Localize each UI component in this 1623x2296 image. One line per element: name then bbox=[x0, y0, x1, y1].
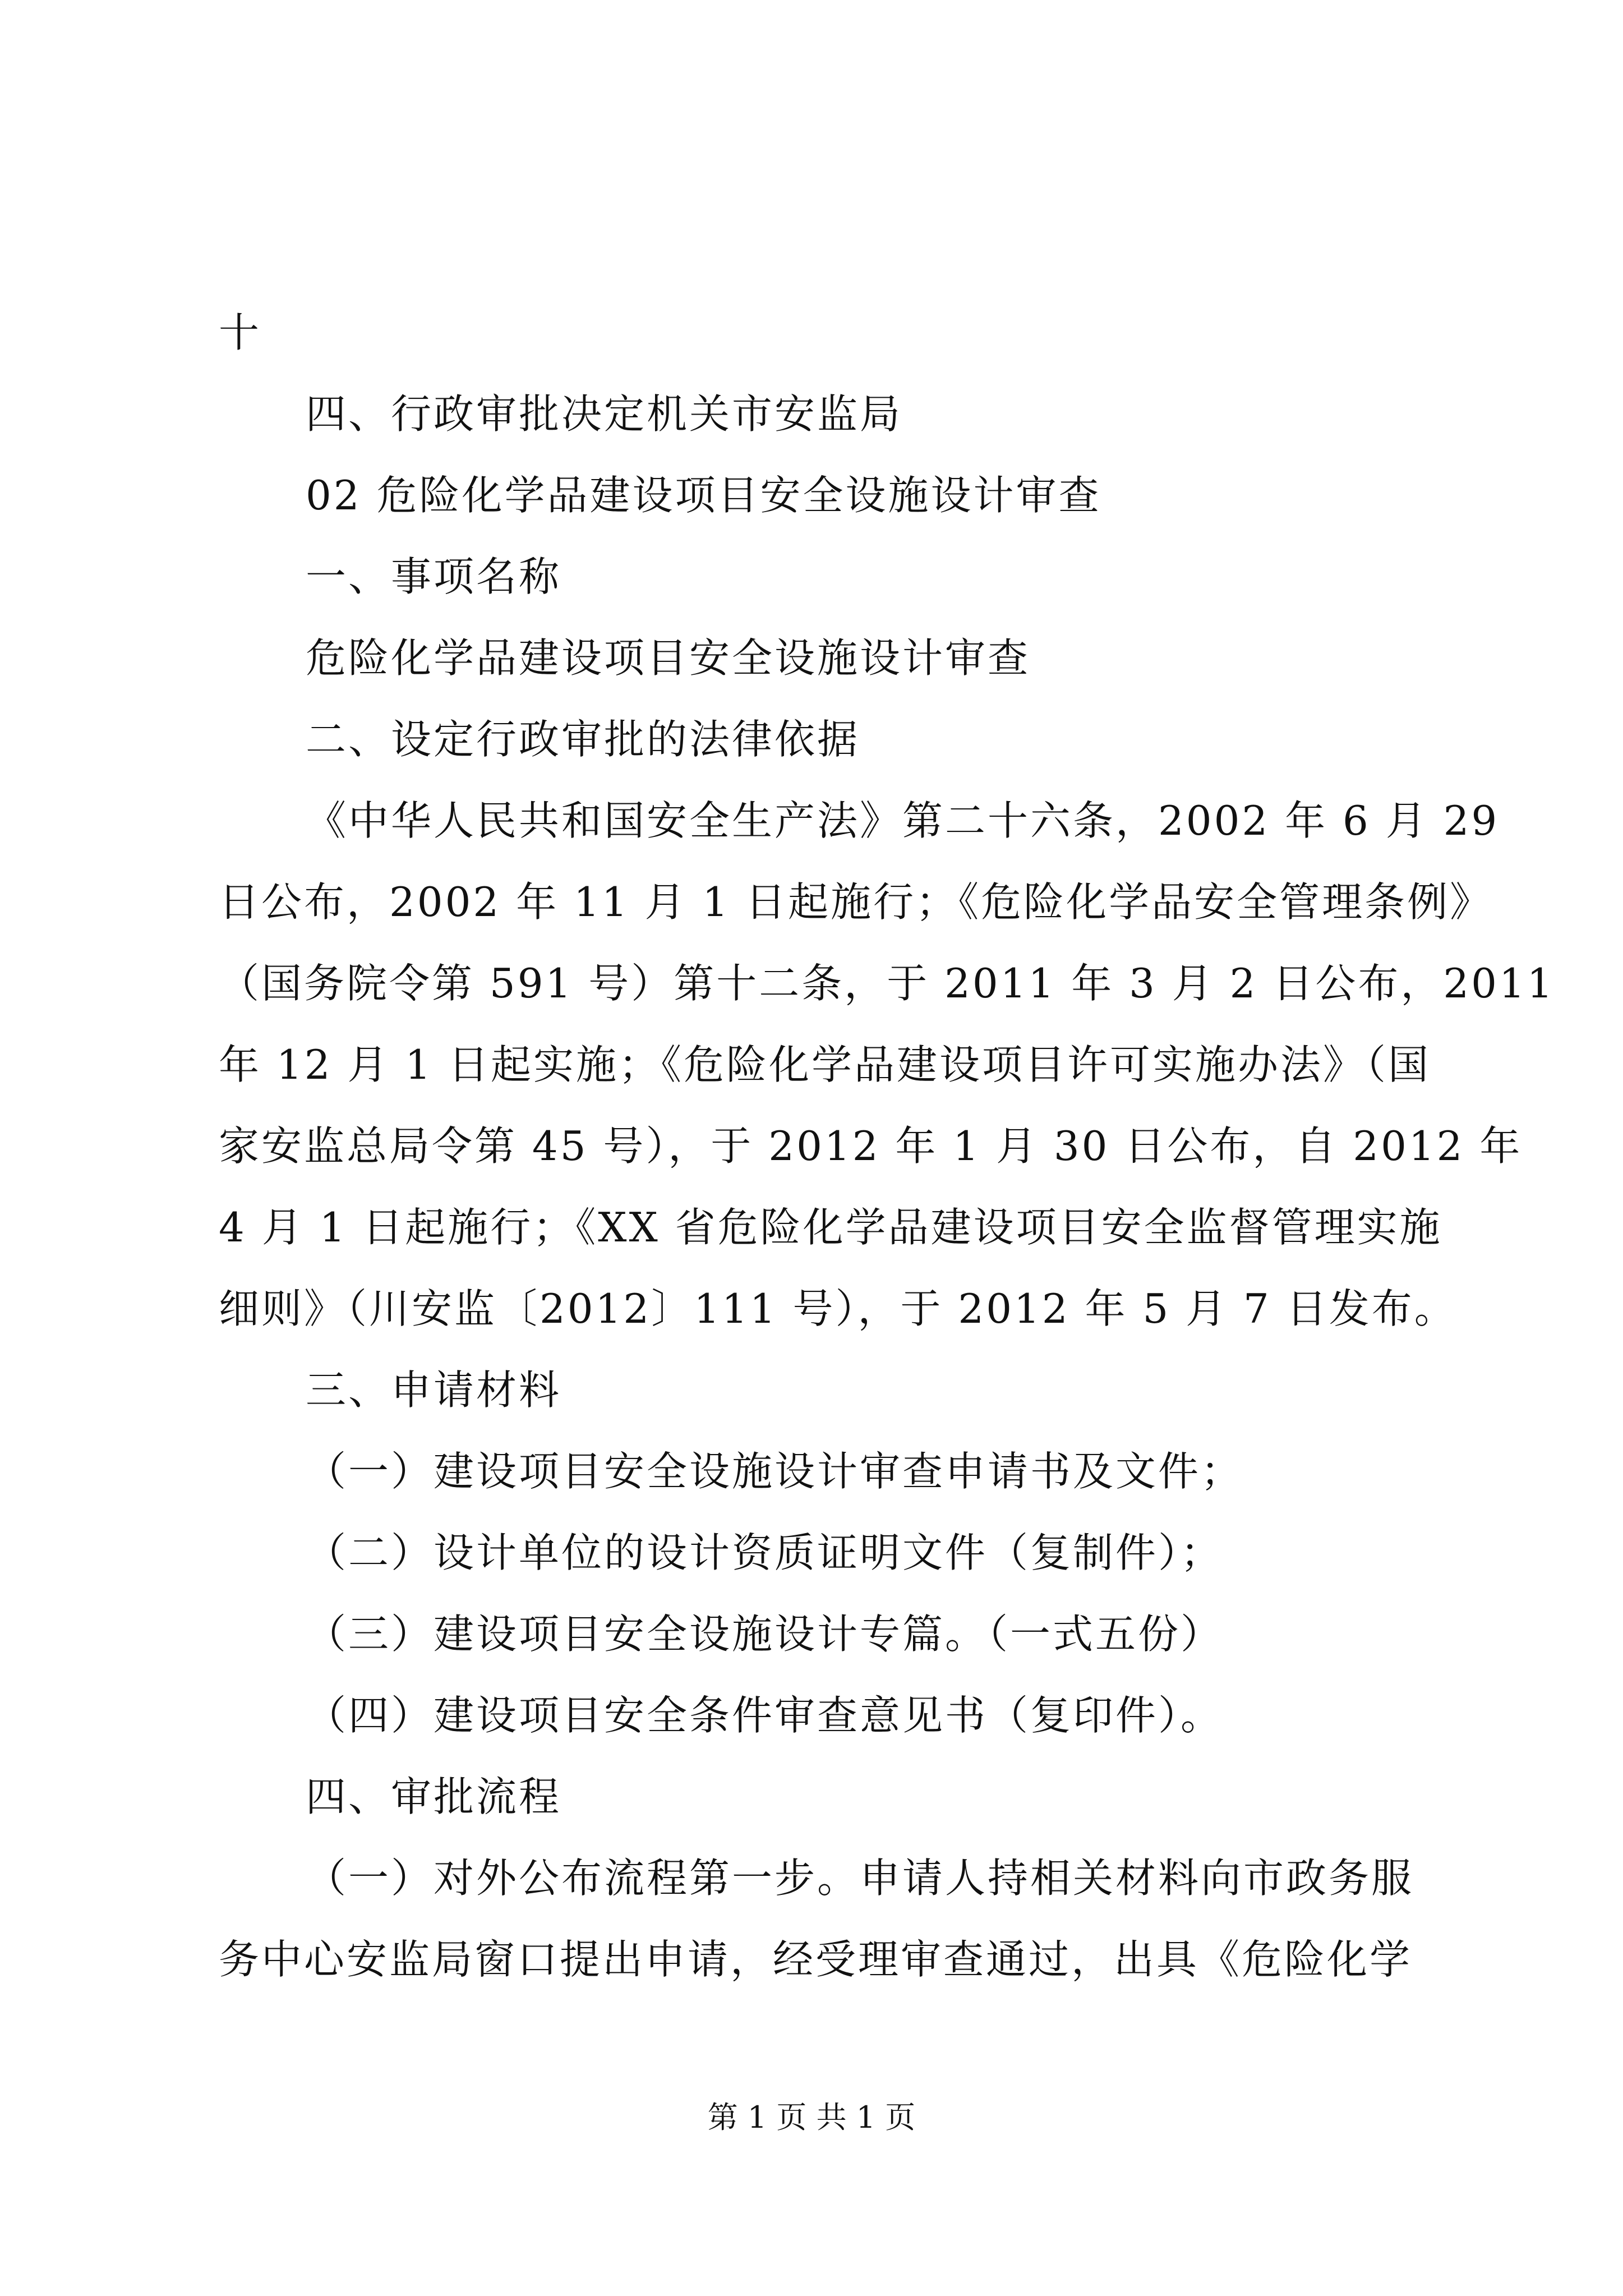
paragraph-line: 家安监总局令第 45 号），于 2012 年 1 月 30 日公布，自 2012 年 bbox=[219, 1122, 1523, 1170]
list-item: （三）建设项目安全设施设计专篇。（一式五份） bbox=[306, 1611, 1224, 1658]
section-heading: 三、申请材料 bbox=[306, 1366, 562, 1414]
section-heading: 一、事项名称 bbox=[306, 553, 562, 600]
paragraph-line: 4 月 1 日起施行；《XX 省危险化学品建设项目安全监督管理实施 bbox=[219, 1204, 1442, 1251]
section-heading: 四、行政审批决定机关市安监局 bbox=[306, 390, 903, 438]
text-line: 危险化学品建设项目安全设施设计审查 bbox=[306, 634, 1031, 682]
paragraph-line: （一）对外公布流程第一步。申请人持相关材料向市政务服 bbox=[306, 1855, 1414, 1902]
paragraph-line: 日公布，2002 年 11 月 1 日起施行；《危险化学品安全管理条例》 bbox=[219, 878, 1493, 926]
paragraph-line: 年 12 月 1 日起实施；《危险化学品建设项目许可实施办法》（国 bbox=[219, 1041, 1431, 1088]
list-item: （一）建设项目安全设施设计审查申请书及文件； bbox=[306, 1448, 1244, 1495]
paragraph-line: 《中华人民共和国安全生产法》第二十六条，2002 年 6 月 29 bbox=[306, 797, 1500, 844]
list-item: （四）建设项目安全条件审查意见书（复印件）。 bbox=[306, 1692, 1224, 1739]
paragraph-line: （国务院令第 591 号）第十二条，于 2011 年 3 月 2 日公布，2011 bbox=[219, 960, 1555, 1007]
paragraph-line: 务中心安监局窗口提出申请，经受理审查通过，出具《危险化学 bbox=[219, 1936, 1413, 1983]
section-heading: 二、设定行政审批的法律依据 bbox=[306, 716, 860, 763]
section-heading: 四、审批流程 bbox=[306, 1773, 562, 1820]
list-item: （二）设计单位的设计资质证明文件（复制件）； bbox=[306, 1529, 1224, 1576]
paragraph-line: 细则》（川安监〔2012〕111 号），于 2012 年 5 月 7 日发布。 bbox=[219, 1285, 1457, 1332]
item-title: 02 危险化学品建设项目安全设施设计审查 bbox=[306, 472, 1101, 519]
text-line: 十 bbox=[219, 309, 262, 356]
page-footer: 第 1 页 共 1 页 bbox=[707, 2100, 916, 2135]
